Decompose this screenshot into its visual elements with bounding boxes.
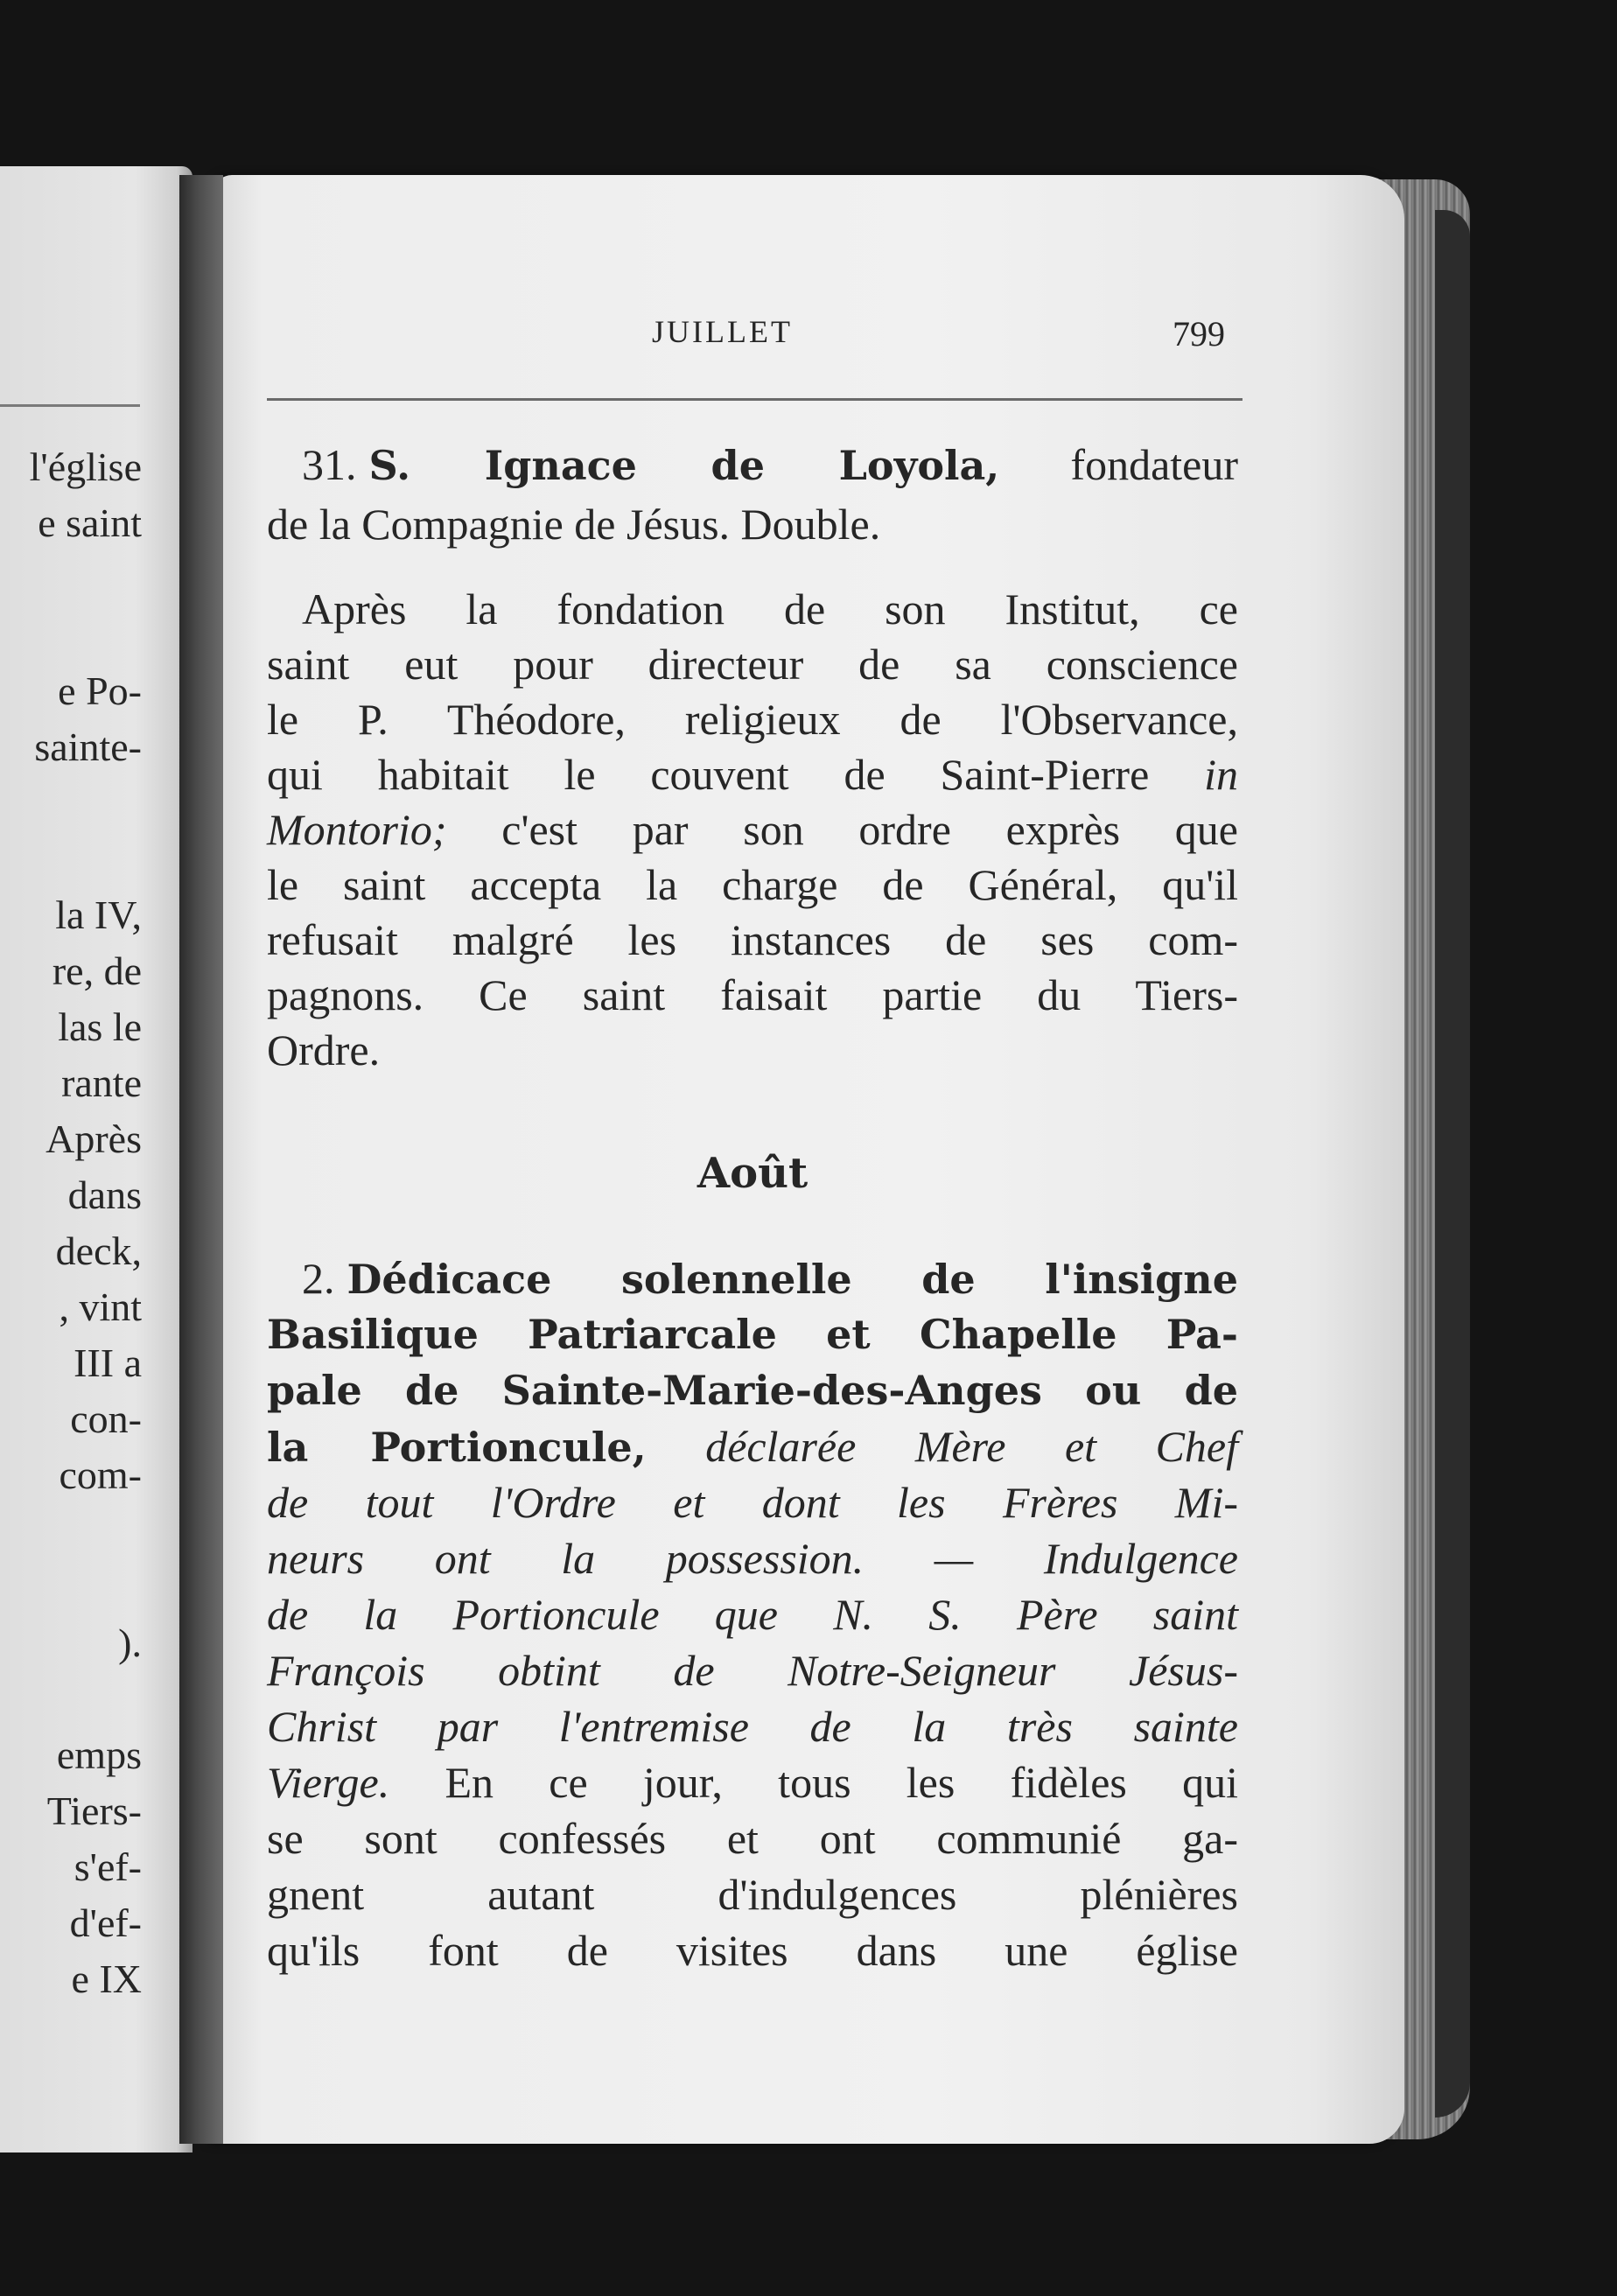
previous-page-line: sainte-	[34, 724, 142, 769]
entry-2-body-line: se sont confessés et ont communié ga-	[267, 1814, 1238, 1863]
entry-2-italic-line: de la Portioncule que N. S. Père saint	[267, 1590, 1238, 1639]
entry-2-heading-line	[267, 1251, 1238, 1306]
entry-2-number: 2.	[302, 1254, 335, 1303]
previous-page-line: l'église	[29, 444, 142, 489]
page-number: 799	[1172, 314, 1225, 354]
previous-page-line: rante	[61, 1060, 142, 1105]
entry-31-body-line: saint eut pour directeur de sa conscience	[267, 640, 1238, 689]
entry-2-italic-line: François obtint de Notre-Seigneur Jésus-	[267, 1646, 1238, 1695]
previous-page-line: Tiers-	[46, 1788, 142, 1833]
entry-31-body-italic: in	[1204, 750, 1238, 799]
entry-31-body-text: qui habitait le couvent de Saint-Pierre	[267, 750, 1150, 799]
previous-page-line: la IV,	[55, 892, 142, 937]
entry-2-title-text: Dédicace solennelle de l'insigne	[346, 1256, 1238, 1303]
previous-page-line: dans	[67, 1172, 142, 1217]
entry-31-saint-name: S. Ignace de Loyola,	[368, 442, 1000, 489]
previous-page-line: las le	[58, 1004, 142, 1049]
entry-2-title-text: la Portioncule,	[267, 1424, 647, 1471]
entry-31-heading-line-2: de la Compagnie de Jésus. Double.	[267, 500, 881, 549]
entry-31-body-line: pagnons. Ce saint faisait partie du Tiers-	[267, 970, 1238, 1019]
section-heading: Août	[696, 1149, 808, 1198]
entry-2-title-line: Basilique Patriarcale et Chapelle Pa-	[267, 1311, 1238, 1358]
entry-31-body-line: refusait malgré les instances de ses com-	[267, 915, 1238, 964]
entry-31-heading-rest: fondateur	[1070, 440, 1238, 489]
previous-page-line: deck,	[55, 1228, 142, 1273]
previous-page-line: e saint	[38, 500, 142, 545]
previous-page-line: emps	[56, 1732, 142, 1777]
entry-31-body-line: Après la fondation de son Institut, ce	[302, 584, 1238, 634]
header-rule	[267, 398, 1242, 401]
entry-31-body-line	[267, 802, 1238, 857]
previous-page-line: e IX	[71, 1956, 142, 2001]
entry-31-body-line: le P. Théodore, religieux de l'Observance,	[267, 695, 1238, 744]
entry-2-title-line	[267, 1419, 1238, 1474]
entry-31-body-line	[267, 747, 1238, 802]
entry-2-body-text: En ce jour, tous les fidèles qui	[444, 1758, 1238, 1807]
entry-2-body-line	[267, 1755, 1238, 1810]
entry-31-heading-line	[267, 438, 1238, 492]
entry-2-italic-line: de tout l'Ordre et dont les Frères Mi-	[267, 1478, 1238, 1527]
entry-2-title-line: pale de Sainte-Marie-des-Anges ou de	[267, 1367, 1238, 1414]
previous-page-line: ).	[118, 1620, 142, 1665]
previous-page-line: con-	[70, 1396, 142, 1441]
entry-2-italic-text: Vierge.	[267, 1758, 390, 1807]
entry-2-italic-line: neurs ont la possession. — Indulgence	[267, 1534, 1238, 1583]
entry-2-body-line: qu'ils font de visites dans une église	[267, 1926, 1238, 1975]
previous-page-line: e Po-	[58, 668, 142, 713]
entry-31-body-italic: Montorio;	[267, 805, 447, 854]
previous-page-line: re, de	[52, 948, 142, 993]
previous-page-line: , vint	[59, 1284, 142, 1329]
entry-31-body-text: c'est par son ordre exprès que	[501, 805, 1238, 854]
previous-page-line: d'ef-	[69, 1900, 142, 1945]
previous-page-line: com-	[59, 1452, 142, 1497]
running-title: JUILLET	[652, 314, 793, 349]
entry-2-body-line: gnent autant d'indulgences plénières	[267, 1870, 1238, 1919]
entry-31-body-line: Ordre.	[267, 1026, 381, 1074]
previous-page-line: Après	[46, 1116, 142, 1161]
entry-31-number: 31.	[302, 440, 357, 489]
entry-31-body-line: le saint accepta la charge de Général, qu'il	[267, 860, 1238, 909]
previous-page-line: s'ef-	[74, 1844, 142, 1889]
entry-2-italic-text: déclarée Mère et Chef	[705, 1422, 1239, 1471]
previous-page-line: III a	[74, 1340, 142, 1385]
entry-2-italic-line: Christ par l'entremise de la très sainte	[267, 1702, 1238, 1751]
